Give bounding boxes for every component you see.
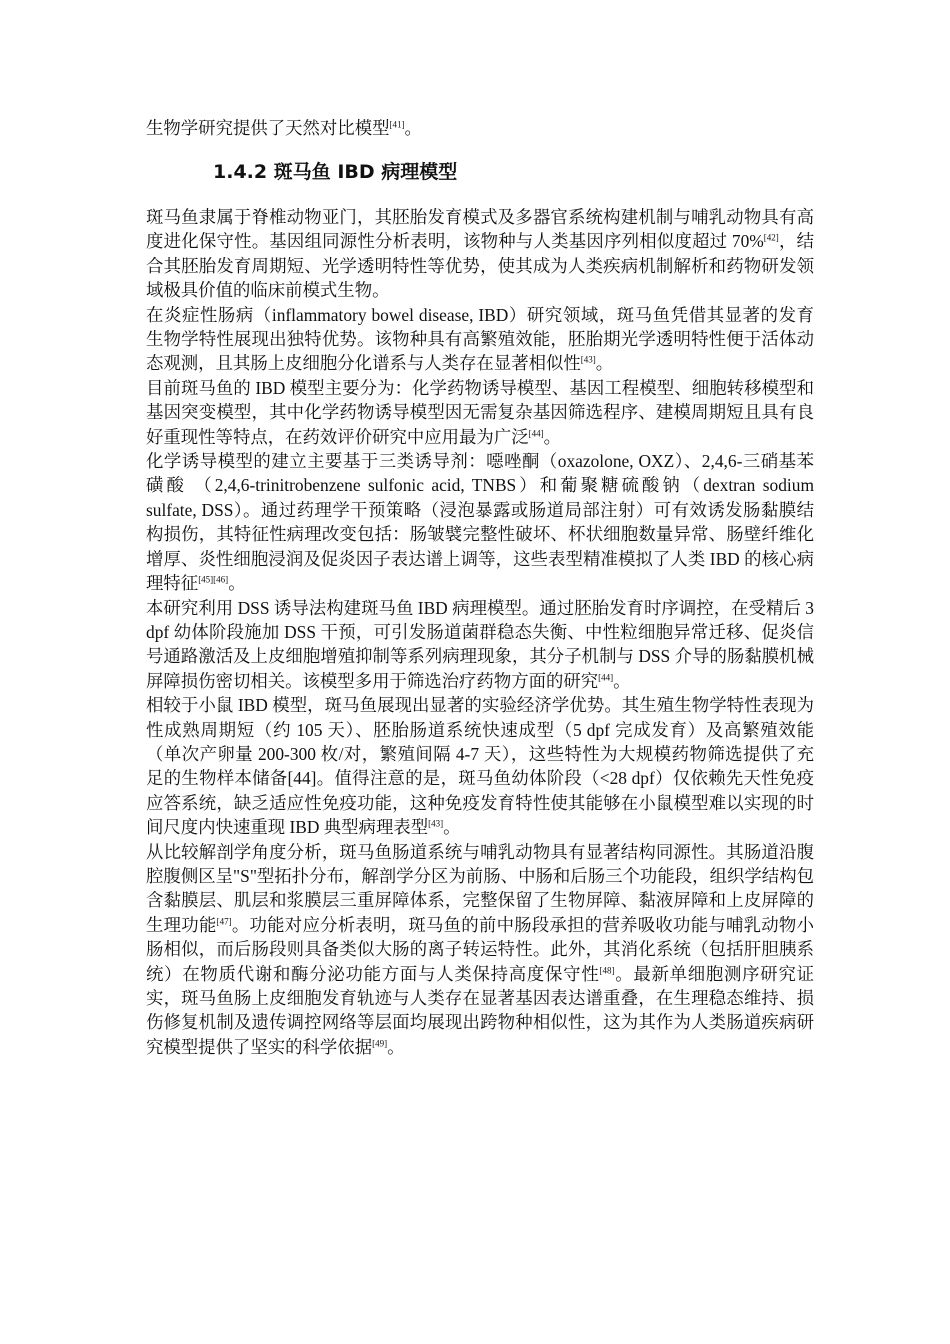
paragraph-text: 。 [613,670,631,691]
paragraph-text: 。 [443,817,461,838]
paragraph-text: 从比较解剖学角度分析，斑马鱼肠道系统与哺乳动物具有显著结构同源性。其肠道沿腹腔腹侧区呈"S"型拓扑分布，解剖学分区为前肠、中肠和后肠三个功能段，组织学结构包含黏膜层、肌层和浆膜层三重屏障体系，完整保留了生物屏障、黏液屏障和上皮屏障的生理功能 [146,841,814,935]
citation: [44] [528,428,544,439]
paragraph-text: 相较于小鼠 IBD 模型，斑马鱼展现出显著的实验经济学优势。其生殖生物学特性表现为性成熟周期短（约 105 天）、胚胎肠道系统快速成型（5 dpf 完成发育）及高繁殖效能（单次产卵量 200-300 枚/对，繁殖间隔 4-7 天），这些特性为大规模药物筛选提供了充足的生物样本储备[44]。值得注意的是，斑马鱼幼体阶段（<28 dpf）仅依赖先天性免疫应答系统，缺乏适应性免疫功能，这种免疫发育特性使其能够在小鼠模型难以实现的时间尺度内快速重现 IBD 典型病理表型 [146,695,814,838]
paragraph-text: 。 [595,353,614,374]
section-number: 1.4.2 [213,161,268,183]
citation: [43] [428,818,444,829]
citation: [43] [580,355,596,366]
body-paragraph [146,303,814,376]
paragraph-text: 本研究利用 DSS 诱导法构建斑马鱼 IBD 病理模型。通过胚胎发育时序调控，在受精后 3 dpf 幼体阶段施加 DSS 干预，可引发肠道菌群稳态失衡、中性粒细胞异常迁移、促炎信号通路激活及上皮细胞增殖抑制等系列病理现象，其分子机制与 DSS 介导的肠黏膜机械屏障损伤密切相关。该模型多用于筛选治疗药物方面的研究 [146,597,814,691]
paragraph-text: 斑马鱼隶属于脊椎动物亚门，其胚胎发育模式及多器官系统构建机制与哺乳动物具有高度进化保守性。基因组同源性分析表明，该物种与人类基因序列相似度超过 70% [146,207,814,252]
paragraph-text: 。 [543,426,562,447]
intro-continuation-paragraph [146,116,814,140]
paragraph-text: 。最新单细胞测序研究证实，斑马鱼肠上皮细胞发育轨迹与人类存在显著基因表达谱重叠，在生理稳态维持、损伤修复机制及遗传调控网络等层面均展现出跨物种相似性，这为其作为人类肠道疾病研究模型提供了坚实的科学依据 [146,963,814,1057]
citation: [42] [763,233,779,244]
paragraph-text: 目前斑马鱼的 IBD 模型主要分为：化学药物诱导模型、基因工程模型、细胞转移模型和基因突变模型，其中化学药物诱导模型因无需复杂基因筛选程序、建模周期短且具有良好重现性等特点，在药效评价研究中应用最为广泛 [146,377,814,447]
citation: [45][46] [198,574,229,585]
intro-continuation-text: 生物学研究提供了天然对比模型 [146,118,390,138]
paragraph-text: 。 [228,573,246,594]
paragraph-text: 。 [387,1036,405,1057]
paragraph-text: ，结合其胚胎发育周期短、光学透明特性等优势，使其成为人类疾病机制解析和药物研发领域极具价值的临床前模式生物。 [146,231,814,301]
body-paragraph [146,693,814,839]
section-body [146,205,814,1059]
intro-continuation-end: 。 [404,118,422,138]
section-title: 斑马鱼 IBD 病理模型 [273,161,458,183]
section-heading [213,158,457,186]
body-paragraph [146,840,814,1060]
paragraph-text: 化学诱导模型的建立主要基于三类诱导剂：噁唑酮（oxazolone, OXZ）、2,4,6-三硝基苯磺酸 （2,4,6-trinitrobenzene sulfonic acid, TNBS）和葡聚糖硫酸钠（dextran sodium sulfate, DSS）。通过药理学干预策略（浸泡暴露或肠道局部注射）可有效诱发肠黏膜结构损伤，其特征性病理改变包括：肠皱襞完整性破坏、杯状细胞数量异常、肠壁纤维化增厚、炎性细胞浸润及促炎因子表达谱上调等，这些表型精准模拟了人类 IBD 的核心病理特征 [146,451,814,594]
body-paragraph [146,205,814,303]
paragraph-text: 在炎症性肠病（inflammatory bowel disease, IBD）研究领域，斑马鱼凭借其显著的发育生物学特性展现出独特优势。该物种具有高繁殖效能，胚胎期光学透明特性便于活体动态观测，且其肠上皮细胞分化谱系与人类存在显著相似性 [146,304,814,374]
citation: [41] [389,119,405,130]
citation: [48] [599,965,615,976]
body-paragraph [146,449,814,595]
body-paragraph [146,376,814,449]
paragraph-text: 。功能对应分析表明，斑马鱼的前中肠段承担的营养吸收功能与哺乳动物小肠相似，而后肠段则具备类似大肠的离子转运特性。此外，其消化系统（包括肝胆胰系统）在物质代谢和酶分泌功能方面与人类保持高度保守性 [146,914,814,984]
body-paragraph [146,596,814,694]
citation: [47] [216,916,232,927]
citation: [49] [372,1038,388,1049]
citation: [44] [598,672,614,683]
